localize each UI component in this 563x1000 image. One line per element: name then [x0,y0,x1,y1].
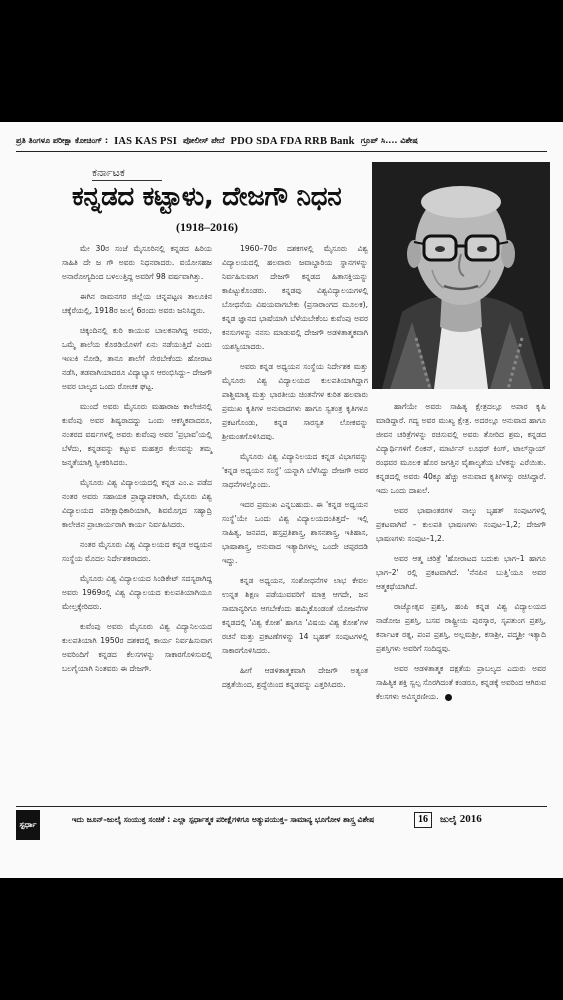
issue-month: ಜುಲೈ [440,815,457,825]
footer-text: ಇದು ಜೂನ್–ಜುಲೈ ಸಂಯುಕ್ತ ಸಂಚಿಕೆ : ಎಲ್ಲಾ ಸ್ಪರ್ಧಾತ್ಮಕ ಪರೀಕ್ಷೆಗಳಿಗೂ ಅತ್ಯುಪಯುಕ್ತ– ಸಾಮಾನ್ಯ ಭೂಗೋಳ ಶಾಸ್ತ್ರ ವಿಶೇಷ [71,815,375,824]
end-marker-icon [445,694,452,701]
header-english-2: PDO SDA FDA RRB Bank [230,135,355,147]
article-paragraph: ಕುವೆಂಪು ಅವರು ಮೈಸೂರು ವಿಶ್ವ ವಿದ್ಯಾನಿಲಯದ ಕುಲಪತಿಯಾಗಿ 1950ರ ದಶಕದಲ್ಲಿ ಕಾರ್ಯ ನಿರ್ವಹಿಸುವಾಗ ಅವರಿಂದಿಗೆ ಕನ್ನಡದ ಕೆಲಸಗಳನ್ನು ಸಾಕಾರಗೊಳಿಸುವಲ್ಲಿ ಬಲಗೈಯಾಗಿ ನಿಂತವರು ಈ ದೇಜಗೌ. [62,622,212,673]
article-column-2 [222,242,368,698]
article-paragraph: ಈಗಿನ ರಾಮನಗರ ಜಿಲ್ಲೆಯ ಚನ್ನಪಟ್ಟಣ ತಾಲೂಕಿನ ಚಕ್ಕೆರೆಯಲ್ಲಿ, 1918ರ ಜುಲೈ 6ರಂದು ಅವರು ಜನಿಸಿದ್ದರು. [62,292,212,315]
article-title: ಕನ್ನಡದ ಕಟ್ಟಾಳು, ದೇಜಗೌ ನಿಧನ [72,182,342,212]
article-paragraph: ಮೈಸೂರು ವಿಶ್ವ ವಿದ್ಯಾಲಯದಲ್ಲಿ ಕನ್ನಡ ಎಂ.ಎ ಪಡೆದ ನಂತರ ಅವರು ಸಹಾಯಕ ಪ್ರಾಧ್ಯಾಪಕರಾಗಿ, ಮೈಸೂರು ವಿಶ್ವ ವಿದ್ಯಾಲಯದ ಪರೀಕ್ಷಾಧಿಕಾರಿಯಾಗಿ, ಶಿವಮೊಗ್ಗದ ಸಹ್ಯಾದ್ರಿ ಕಾಲೇಜಿನ ಪ್ರಾಚಾರ್ಯರಾಗಿ ಕಾರ್ಯ ನಿರ್ವಹಿಸಿದರು. [62,478,212,529]
magazine-page [0,122,563,878]
issue-date [440,813,482,825]
article-years: (1918–2016) [176,220,238,234]
header-strip [16,134,547,148]
article-column-1 [62,242,212,682]
portrait-illustration [372,162,550,389]
article-paragraph: ಮೇ 30ರ ಸಂಜೆ ಮೈಸೂರಿನಲ್ಲಿ ಕನ್ನಡದ ಹಿರಿಯ ಸಾಹಿತಿ ದೇ ಜ ಗೌ ಅವರು ನಿಧನರಾದರು. ವಯೋಸಹಜ ಅನಾರೋಗ್ಯದಿಂದ ಬಳಲುತ್ತಿದ್ದ ಅವರಿಗೆ 98 ವರ್ಷವಾಗಿತ್ತು. [62,244,212,281]
magazine-logo: ಸ್ಪರ್ಧಾ [16,810,40,840]
issue-year: 2016 [459,813,482,825]
article-paragraph: ಹಾಗೆಯೇ ಅವರು ಸಾಹಿತ್ಯ ಕ್ಷೇತ್ರದಲ್ಲೂ ಅಪಾರ ಕೃಷಿ ಮಾಡಿದ್ದಾರೆ. ಗದ್ಯ ಅವರ ಮುಖ್ಯ ಕ್ಷೇತ್ರ. ಅದರಲ್ಲೂ ಅನುವಾದ ಹಾಗೂ ಜೀವನ ಚರಿತ್ರೆಗಳನ್ನು ರಚಿಸುವಲ್ಲಿ ಅವರು ತೋರಿದ ಶ್ರಮ, ಕನ್ನಡದ ವಿದ್ಯಾರ್ಥಿಗಳಿಗೆ ಲಿಂಕನ್, ಮಾರ್ಟಿನ್ ಲೂಥರ್ ಕಿಂಗ್, ಟಾಲ್‌ಸ್ಟಾಯ್ ರಂಥವರ ಮೂಲಕ ಹೊರ ಜಗತ್ತಿನ ವೈಶಾಲ್ಯತೆಯ ಬೆಳಕನ್ನು ಎರೆಯಿತು. ಕನ್ನಡದಲ್ಲಿ ಅವರು 40ಕ್ಕೂ ಹೆಚ್ಚು ಅನುವಾದ ಕೃತಿಗಳನ್ನು ರಚಿಸಿದ್ದಾರೆ. ಇದು ಒಂದು ದಾಖಲೆ. [376,402,546,495]
article-paragraph: ಚಿಕ್ಕಂದಿನಲ್ಲಿ ಕುರಿ ಕಾಯುವ ಬಾಲಕನಾಗಿದ್ದ ಅವರು, ಒಮ್ಮೆ ಶಾಲೆಯ ಕೊಠಡಿಯೊಳಗೆ ಏನು ನಡೆಯುತ್ತಿದೆ ಎಂದು ಇಣುಕಿ ನೋಡಿ, ತಾನೂ ಶಾಲೆಗೆ ಸೇರಬೇಕೆಂದು ಹೋರಾಟ ನಡೆಸಿ, ತಡವಾಗಿಯಾದರೂ ವಿದ್ಯಾಭ್ಯಾಸ ಆರಂಭಿಸಿದ್ದು– ದೇಜಗೌ ಅವರ ಬಾಲ್ಯದ ಒಂದು ರೋಚಕ ಘಟ್ಟ. [62,326,212,391]
article-paragraph: ಅವರ ಆತ್ಮ ಚರಿತ್ರೆ 'ಹೋರಾಟದ ಬದುಕು ಭಾಗ–1 ಹಾಗೂ ಭಾಗ–2' ರಲ್ಲಿ ಪ್ರಕಟವಾಗಿದೆ. 'ನೆನಪಿನ ಬುತ್ತಿ'ಯೂ ಅವರ ಆತ್ಮಕಥೆಯಾಗಿದೆ. [376,554,546,591]
header-kannada-left: ಪ್ರತಿ ತಿಂಗಳೂ ಪರೀಕ್ಷಾ ಕೋಚಿಂಗ್ : [16,136,109,145]
article-paragraph: ಅವರು ಕನ್ನಡ ಅಧ್ಯಯನ ಸಂಸ್ಥೆಯ ನಿರ್ದೇಶಕ ಮತ್ತು ಮೈಸೂರು ವಿಶ್ವ ವಿದ್ಯಾಲಯದ ಕುಲಪತಿಯಾಗಿದ್ದಾಗ ಪಾಶ್ಚಿಮಾತ್ಯ ಮತ್ತು ಭಾರತೀಯ ಚಿಂತನೆಗಳ ಕುರಿತ ಹಲವಾರು ಪ್ರಮುಖ ಕೃತಿಗಳ ಅನುವಾದಗಳು ಹಾಗೂ ಸ್ವತಂತ್ರ ಕೃತಿಗಳೂ ಪ್ರಕಟಗೊಂಡು, ಕನ್ನಡ ಸಾರಸ್ವತ ಲೋಕವನ್ನು ಶ್ರೀಮಂತಗೊಳಿಸಿದವು. [222,362,368,441]
article-column-3 [376,400,546,710]
article-paragraph: ನಂತರ ಮೈಸೂರು ವಿಶ್ವ ವಿದ್ಯಾಲಯದ ಕನ್ನಡ ಅಧ್ಯಯನ ಸಂಸ್ಥೆಯ ಮೊದಲ ನಿರ್ದೇಶಕರಾದರು. [62,540,212,563]
header-kannada-right: ಗ್ರೂಪ್ ಸಿ.... ವಿಶೇಷ [360,136,418,145]
page-number: 16 [414,812,432,828]
article-paragraph: 1960–70ರ ದಶಕಗಳಲ್ಲಿ ಮೈಸೂರು ವಿಶ್ವ ವಿದ್ಯಾಲಯದಲ್ಲಿ ಹಲವಾರು ಜವಾಬ್ದಾರಿಯ ಸ್ಥಾನಗಳನ್ನು ನಿರ್ವಹಿಸುವಾಗ ದೇಜಗೌ ಕನ್ನಡದ ಹಿತಾಸಕ್ತಿಯನ್ನು ಕಾಪಿಟ್ಟುಕೊಂಡರು. ಕನ್ನಡವು ವಿಶ್ವವಿದ್ಯಾಲಯಗಳಲ್ಲಿ ಬೋಧನೆಯ ವಿಷಯವಾಗಬೇಕು (ಪ್ರಸಾರಾಂಗದ ಮೂಲಕ), ಕನ್ನಡ ಜ್ಞಾನದ ಭಾಷೆಯಾಗಿ ಬೆಳೆಯಬೇಕೆಂಬ ಕುವೆಂಪು ಅವರ ಕನಸುಗಳನ್ನು ನನಸು ಮಾಡುವಲ್ಲಿ ದೇಜಗೌ ಅಡಳಿತಾತ್ಮಕವಾಗಿ ಯಶಸ್ವಿಯಾದರು. [222,244,368,351]
article-paragraph: ಅವರ ಆಡಳಿತಾತ್ಮಕ ದಕ್ಷತೆಯ ಪ್ರಾಬಲ್ಯದ ಎದುರು ಅವರ ಸಾಹಿತ್ಯಿಕ ಶಕ್ತಿ ಸ್ವಲ್ಪ ಸೊರಗಿದಂತೆ ಕಂಡರೂ, ಕನ್ನಡಕ್ಕೆ ಅವರಿಂದ ಆಗಿರುವ ಕೆಲಸಗಳು ಅವಿಸ್ಮರಣೀಯ. [376,664,546,701]
header-kannada-mid: ಪೋಲೀಸ್ ಪೇದೆ [183,136,225,145]
article-paragraph: ಮುಂದೆ ಅವರು ಮೈಸೂರು ಮಹಾರಾಜ ಕಾಲೇಜಿನಲ್ಲಿ ಕುವೆಂಪು ಅವರ ಶಿಷ್ಯರಾದದ್ದು ಒಂದು ಆಕಸ್ಮಿಕವಾದರೂ, ನಂತರದ ವರ್ಷಗಳಲ್ಲಿ ಅವರು ಕುವೆಂಪು ಅವರ 'ಪ್ರಭಾವ'ಯಲ್ಲಿ ಬೆಳೆದು, ಕನ್ನಡವನ್ನು ಕಟ್ಟುವ ಮಹತ್ತರ ಕೆಲಸವನ್ನು ತಮ್ಮ ಜನ್ಮತೆಯಾಗ್ಗಿ ಸ್ವೀಕರಿಸಿದರು. [62,402,212,467]
article-paragraph: ಅವರ ಭಾಷಾಂತರಗಳ ನಾಲ್ಕು ಬೃಹತ್ ಸಂಪುಟಗಳಲ್ಲಿ ಪ್ರಕಟವಾಗಿವೆ – ಕುಲಪತಿ ಭಾಷಣಗಳು ಸಂಪುಟ–1,2; ದೇಜಗೌ ಭಾಷಣಗಳು ಸಂಪುಟ–1,2. [376,506,546,543]
article-paragraph: ಹೀಗೆ ಆಡಳಿತಾತ್ಮಕವಾಗಿ ದೇಜಗೌ ಅತ್ಯಂತ ದಕ್ಷತೆಯಿಂದ, ಶ್ರದ್ಧೆಯಿಂದ ಕನ್ನಡವನ್ನು ಎತ್ತರಿಸಿದರು. [222,666,368,689]
article-paragraph: ಮೈಸೂರು ವಿಶ್ವ ವಿದ್ಯಾಲಯದ ಸಿಂಡಿಕೇಟ್ ಸದಸ್ಯರಾಗಿದ್ದ ಅವರು 1969ರಲ್ಲಿ ವಿಶ್ವ ವಿದ್ಯಾಲಯದ ಕುಲಪತಿಯಾಗಿಯೂ ಮೇಲ್ತಕ್ಕೇರಿದರು. [62,574,212,611]
header-english: IAS KAS PSI [114,135,177,147]
page-footer [16,810,547,846]
article-paragraph: ರಾಜ್ಯೋತ್ಸವ ಪ್ರಶಸ್ತಿ, ಹಂಪಿ ಕನ್ನಡ ವಿಶ್ವ ವಿದ್ಯಾಲಯದ ನಾಡೋಜ ಪ್ರಶಸ್ತಿ, ಬಸವ ರಾಷ್ಟ್ರೀಯ ಪುರಸ್ಕಾರ, ಸೃಪತುಂಗ ಪ್ರಶಸ್ತಿ, ಕರ್ನಾಟಕ ರತ್ನ, ಪಂಪ ಪ್ರಶಸ್ತಿ, ಅಲ್ಲಮಶ್ರೀ, ಕಸಾಶ್ರೀ, ಪದ್ಮಶ್ರೀ ಇತ್ಯಾದಿ ಪ್ರಶಸ್ತಿಗಳು ಅವರಿಗೆ ಸಂದಿದ್ದವು. [376,602,546,653]
section-kicker: ಕರ್ನಾಟಕ [92,166,125,179]
portrait-photo [372,162,550,389]
header-rule [16,151,547,152]
article-paragraph: ಇದರ ಪ್ರಮುಖ ಎನ್ನಬಹುದು. ಈ 'ಕನ್ನಡ ಅಧ್ಯಯನ ಸಂಸ್ಥೆ'ಯೇ ಒಂದು ವಿಶ್ವ ವಿದ್ಯಾಲಯದಂತಿತ್ತದೆ– ಇಲ್ಲಿ ಸಾಹಿತ್ಯ, ಜನಪದ, ಹಸ್ತಪ್ರತಿಶಾಸ್ತ್ರ, ಶಾಸನಶಾಸ್ತ್ರ, ಇತಿಹಾಸ, ಭಾಷಾಶಾಸ್ತ್ರ, ಅನುವಾದ ಇತ್ಯಾದಿಗಳಲ್ಲ ಒಂದೇ ಚಪ್ಪರದಡಿ ಇದ್ದು. [222,500,368,565]
kicker-underline [92,180,162,181]
article-paragraph: ಮೈಸೂರು ವಿಶ್ವ ವಿದ್ಯಾನಿಲಯದ ಕನ್ನಡ ವಿಭಾಗವನ್ನು 'ಕನ್ನಡ ಅಧ್ಯಯನ ಸಂಸ್ಥೆ' ಯನ್ನಾಗಿ ಬೆಳೆಸಿದ್ದು ದೇಜಗೌ ಅವರ ಸಾಧನೆಗಳಲ್ಲೊಂದು. [222,452,368,489]
footer-rule [16,806,547,807]
article-paragraph: ಕನ್ನಡ ಅಧ್ಯಯನ, ಸಂಶೋಧನೆಗಳ ಲಾಭ ಕೇವಲ ಉನ್ನತ ಶಿಕ್ಷಣ ಪಡೆಯುವವರಿಗೆ ಮಾತ್ರ ಆಗದೇ, ಜನ ಸಾಮಾನ್ಯರಿಗೂ ಆಗಬೇಕೆಂದು ಹಮ್ಮಿಕೊಂಡಂತೆ ಯೋಜನೆಗಳ ಕನ್ನಡದಲ್ಲಿ 'ವಿಶ್ವ ಕೋಶ' ಹಾಗೂ 'ವಿಷಯ ವಿಶ್ವ ಕೋಶ'ಗಳ ರಚನೆ ಮತ್ತು ಪ್ರಕಟಣೆಗಳನ್ನು 14 ಬೃಹತ್ ಸಂಪುಟಗಳಲ್ಲಿ ಸಾಕಾರಗೊಳಿಸಿದರು. [222,576,368,655]
